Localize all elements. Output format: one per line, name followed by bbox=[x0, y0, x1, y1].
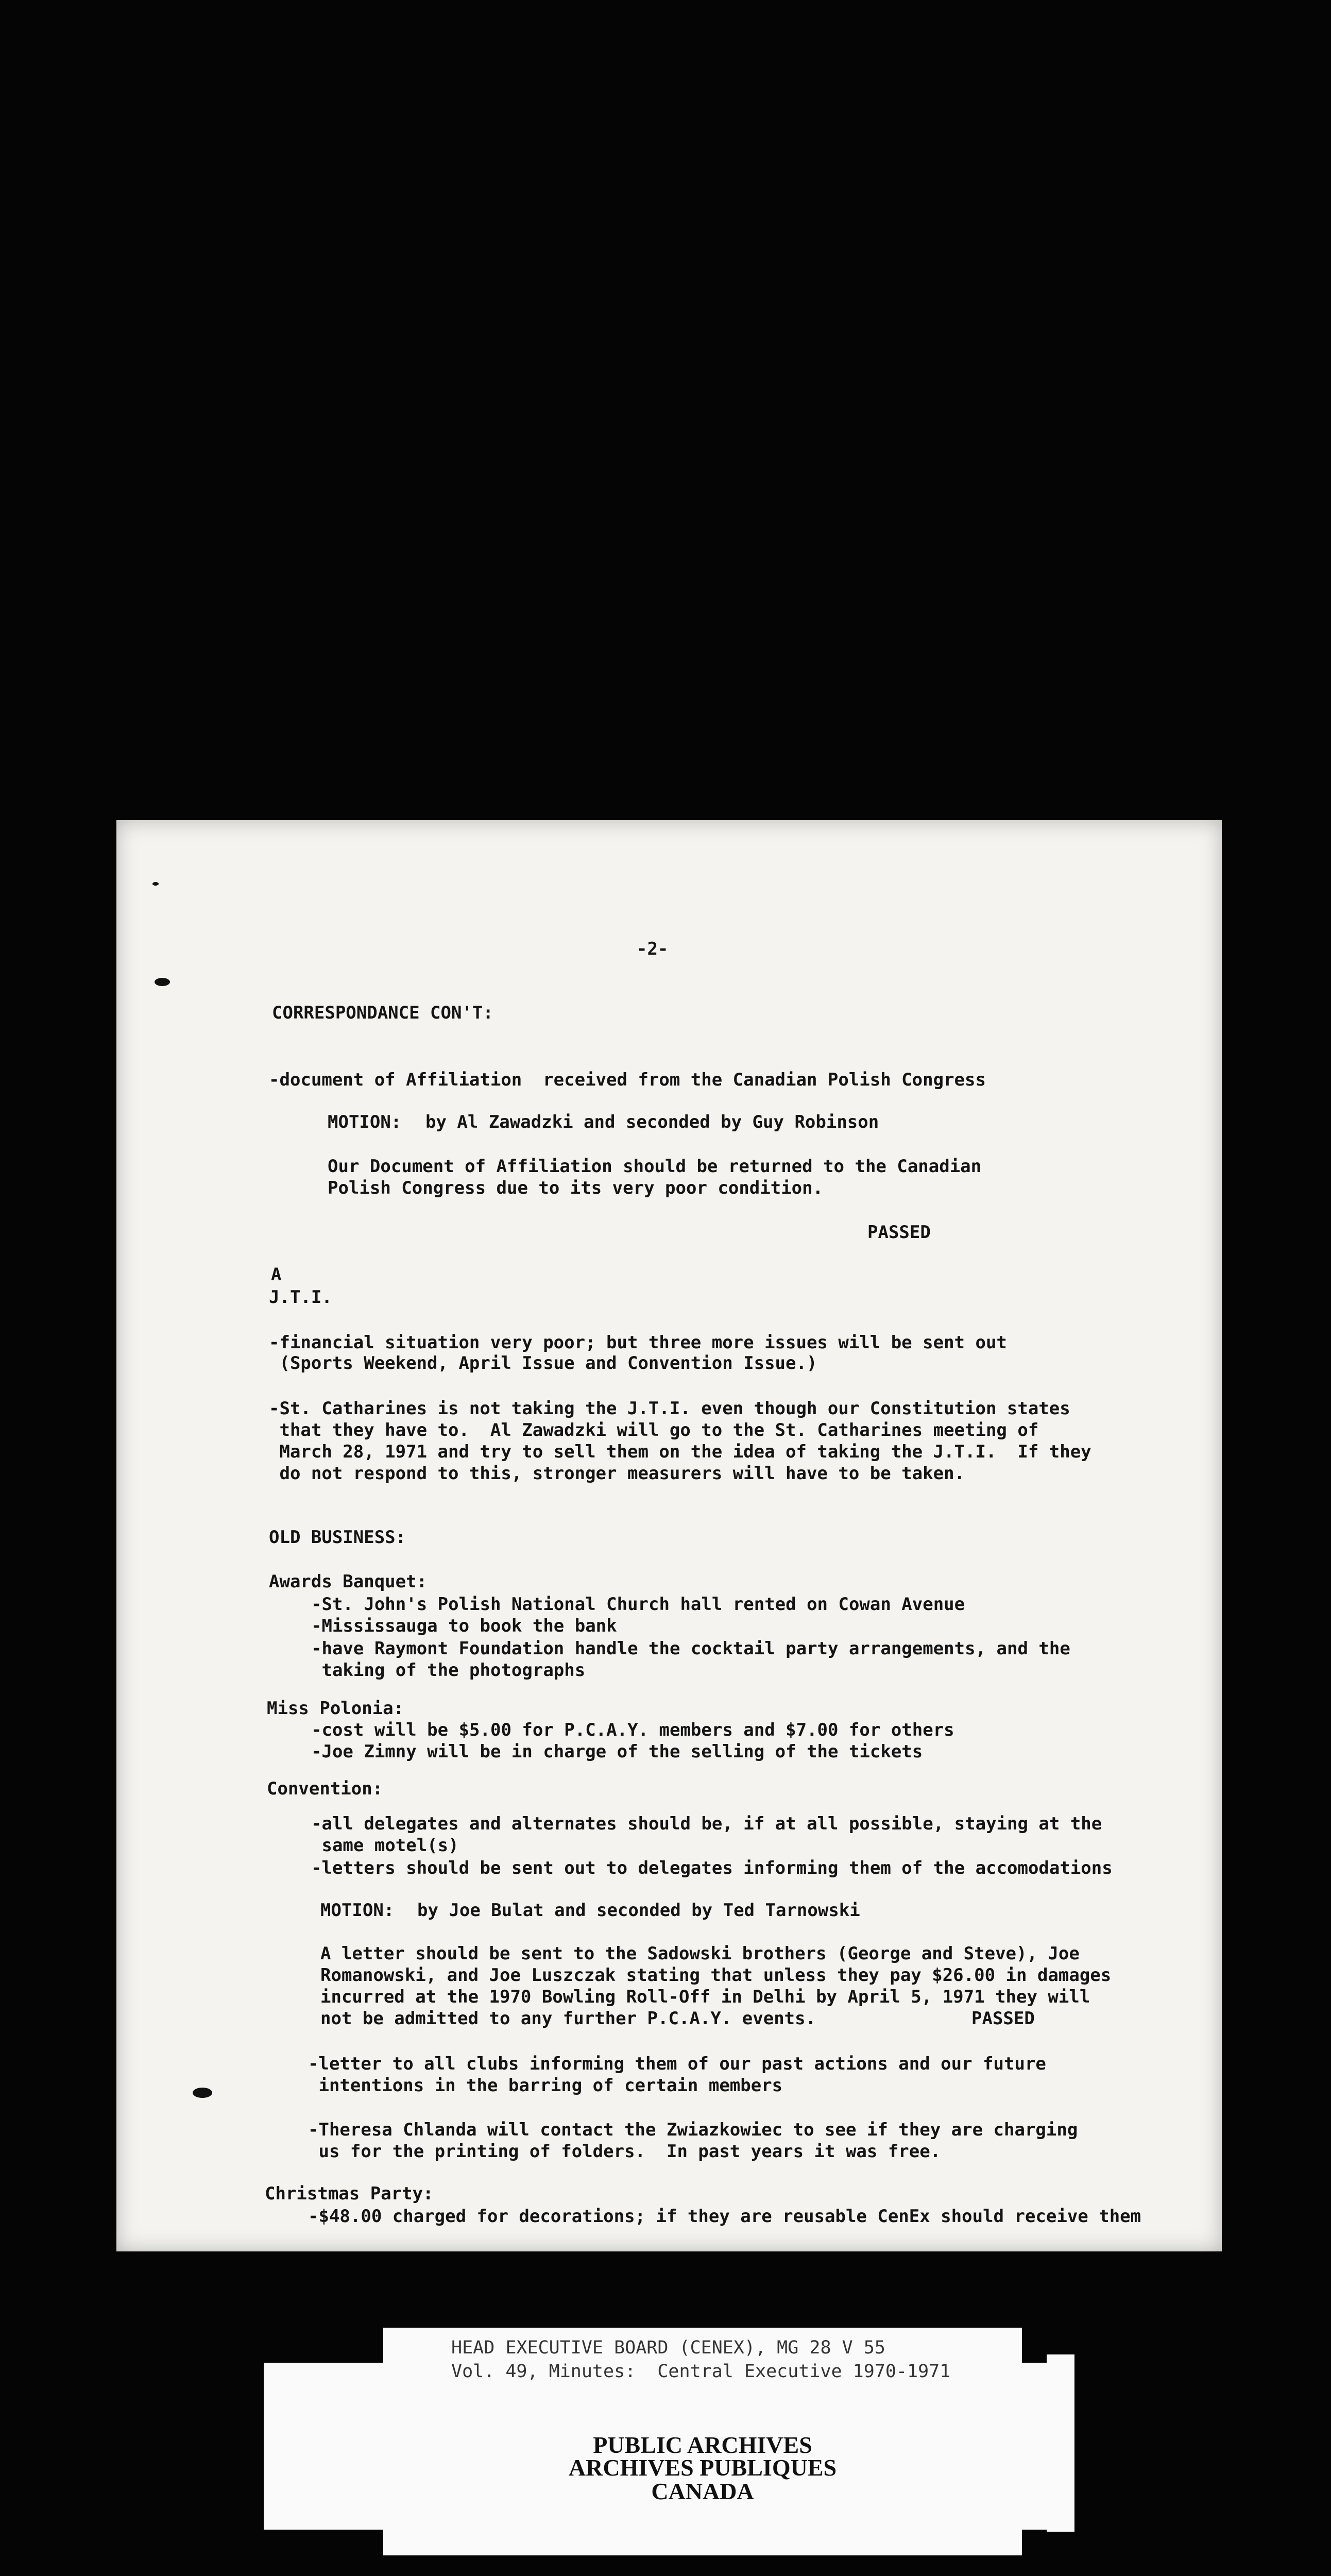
archive-stamp-line: PUBLIC ARCHIVES bbox=[593, 2432, 812, 2458]
awards-item: taking of the photographs bbox=[311, 1660, 586, 1681]
awards-item: -St. John's Polish National Church hall rented on Cowan Avenue bbox=[311, 1594, 965, 1615]
convention-item: same motel(s) bbox=[311, 1835, 459, 1856]
motion-body: Romanowski, and Joe Luszczak stating that unless they pay $26.00 in damages bbox=[320, 1965, 1112, 1986]
section-heading-correspondence: CORRESPONDANCE CON'T: bbox=[272, 1003, 493, 1023]
archive-reference: HEAD EXECUTIVE BOARD (CENEX), MG 28 V 55 bbox=[451, 2337, 885, 2358]
jti-line: -St. Catharines is not taking the J.T.I. even though our Constitution states bbox=[269, 1398, 1070, 1419]
miss-polonia-heading: Miss Polonia: bbox=[267, 1698, 404, 1719]
jti-line: March 28, 1971 and try to sell them on the idea of taking the J.T.I. If they bbox=[269, 1442, 1091, 1462]
ink-speck bbox=[193, 2088, 212, 2098]
motion-body: not be admitted to any further P.C.A.Y. events. bbox=[320, 2008, 816, 2029]
miss-polonia-item: -Joe Zimny will be in charge of the selling of the tickets bbox=[311, 1741, 923, 1762]
motion-text: by Al Zawadzki and seconded by Guy Robinson bbox=[425, 1112, 879, 1132]
passed-label: PASSED bbox=[971, 2008, 1035, 2029]
jti-heading: J.T.I. bbox=[269, 1287, 332, 1308]
motion-label: MOTION: bbox=[320, 1900, 395, 1921]
motion-body: Our Document of Affiliation should be returned to the Canadian bbox=[328, 1156, 982, 1177]
motion-text: by Joe Bulat and seconded by Ted Tarnowski bbox=[417, 1900, 860, 1921]
motion-label: MOTION: bbox=[328, 1112, 402, 1132]
ink-speck bbox=[155, 978, 170, 986]
motion-body: A letter should be sent to the Sadowski brothers (George and Steve), Joe bbox=[320, 1943, 1080, 1964]
awards-heading: Awards Banquet: bbox=[269, 1571, 428, 1592]
convention-item: -all delegates and alternates should be, if at all possible, staying at the bbox=[311, 1814, 1102, 1834]
convention-item: us for the printing of folders. In past years it was free. bbox=[308, 2141, 941, 2162]
convention-heading: Convention: bbox=[267, 1778, 383, 1799]
convention-item: -letter to all clubs informing them of our past actions and our future bbox=[308, 2054, 1046, 2074]
jti-line: that they have to. Al Zawadzki will go to the St. Catharines meeting of bbox=[269, 1420, 1039, 1440]
archive-stamp-line: ARCHIVES PUBLIQUES bbox=[568, 2454, 837, 2481]
motion-body: Polish Congress due to its very poor condition. bbox=[328, 1178, 824, 1198]
christmas-item: -$48.00 charged for decorations; if they are reusable CenEx should receive them bbox=[308, 2206, 1141, 2227]
jti-line: -financial situation very poor; but three more issues will be sent out bbox=[269, 1332, 1007, 1353]
convention-item: -Theresa Chlanda will contact the Zwiazkowiec to see if they are charging bbox=[308, 2120, 1078, 2140]
section-heading-old-business: OLD BUSINESS: bbox=[269, 1527, 406, 1548]
affiliation-line: -document of Affiliation received from the Canadian Polish Congress bbox=[269, 1070, 986, 1090]
label-tab bbox=[1047, 2354, 1074, 2532]
archive-stamp-line: CANADA bbox=[651, 2478, 754, 2504]
motion-body: incurred at the 1970 Bowling Roll-Off in Delhi by April 5, 1971 they will bbox=[320, 1987, 1090, 2007]
ink-speck bbox=[152, 882, 159, 886]
handwritten-mark: A bbox=[271, 1264, 282, 1285]
passed-label: PASSED bbox=[867, 1222, 931, 1243]
jti-line: (Sports Weekend, April Issue and Convention Issue.) bbox=[269, 1353, 817, 1374]
convention-item: -letters should be sent out to delegates informing them of the accomodations bbox=[311, 1858, 1113, 1878]
archive-volume: Vol. 49, Minutes: Central Executive 1970-1971 bbox=[451, 2361, 951, 2382]
awards-item: -Mississauga to book the bank bbox=[311, 1616, 617, 1636]
page-number: -2- bbox=[637, 939, 669, 959]
miss-polonia-item: -cost will be $5.00 for P.C.A.Y. members and $7.00 for others bbox=[311, 1720, 954, 1740]
christmas-heading: Christmas Party: bbox=[265, 2183, 434, 2204]
jti-line: do not respond to this, stronger measurers will have to be taken. bbox=[269, 1463, 965, 1484]
convention-item: intentions in the barring of certain members bbox=[308, 2075, 783, 2096]
awards-item: -have Raymont Foundation handle the cocktail party arrangements, and the bbox=[311, 1638, 1070, 1659]
